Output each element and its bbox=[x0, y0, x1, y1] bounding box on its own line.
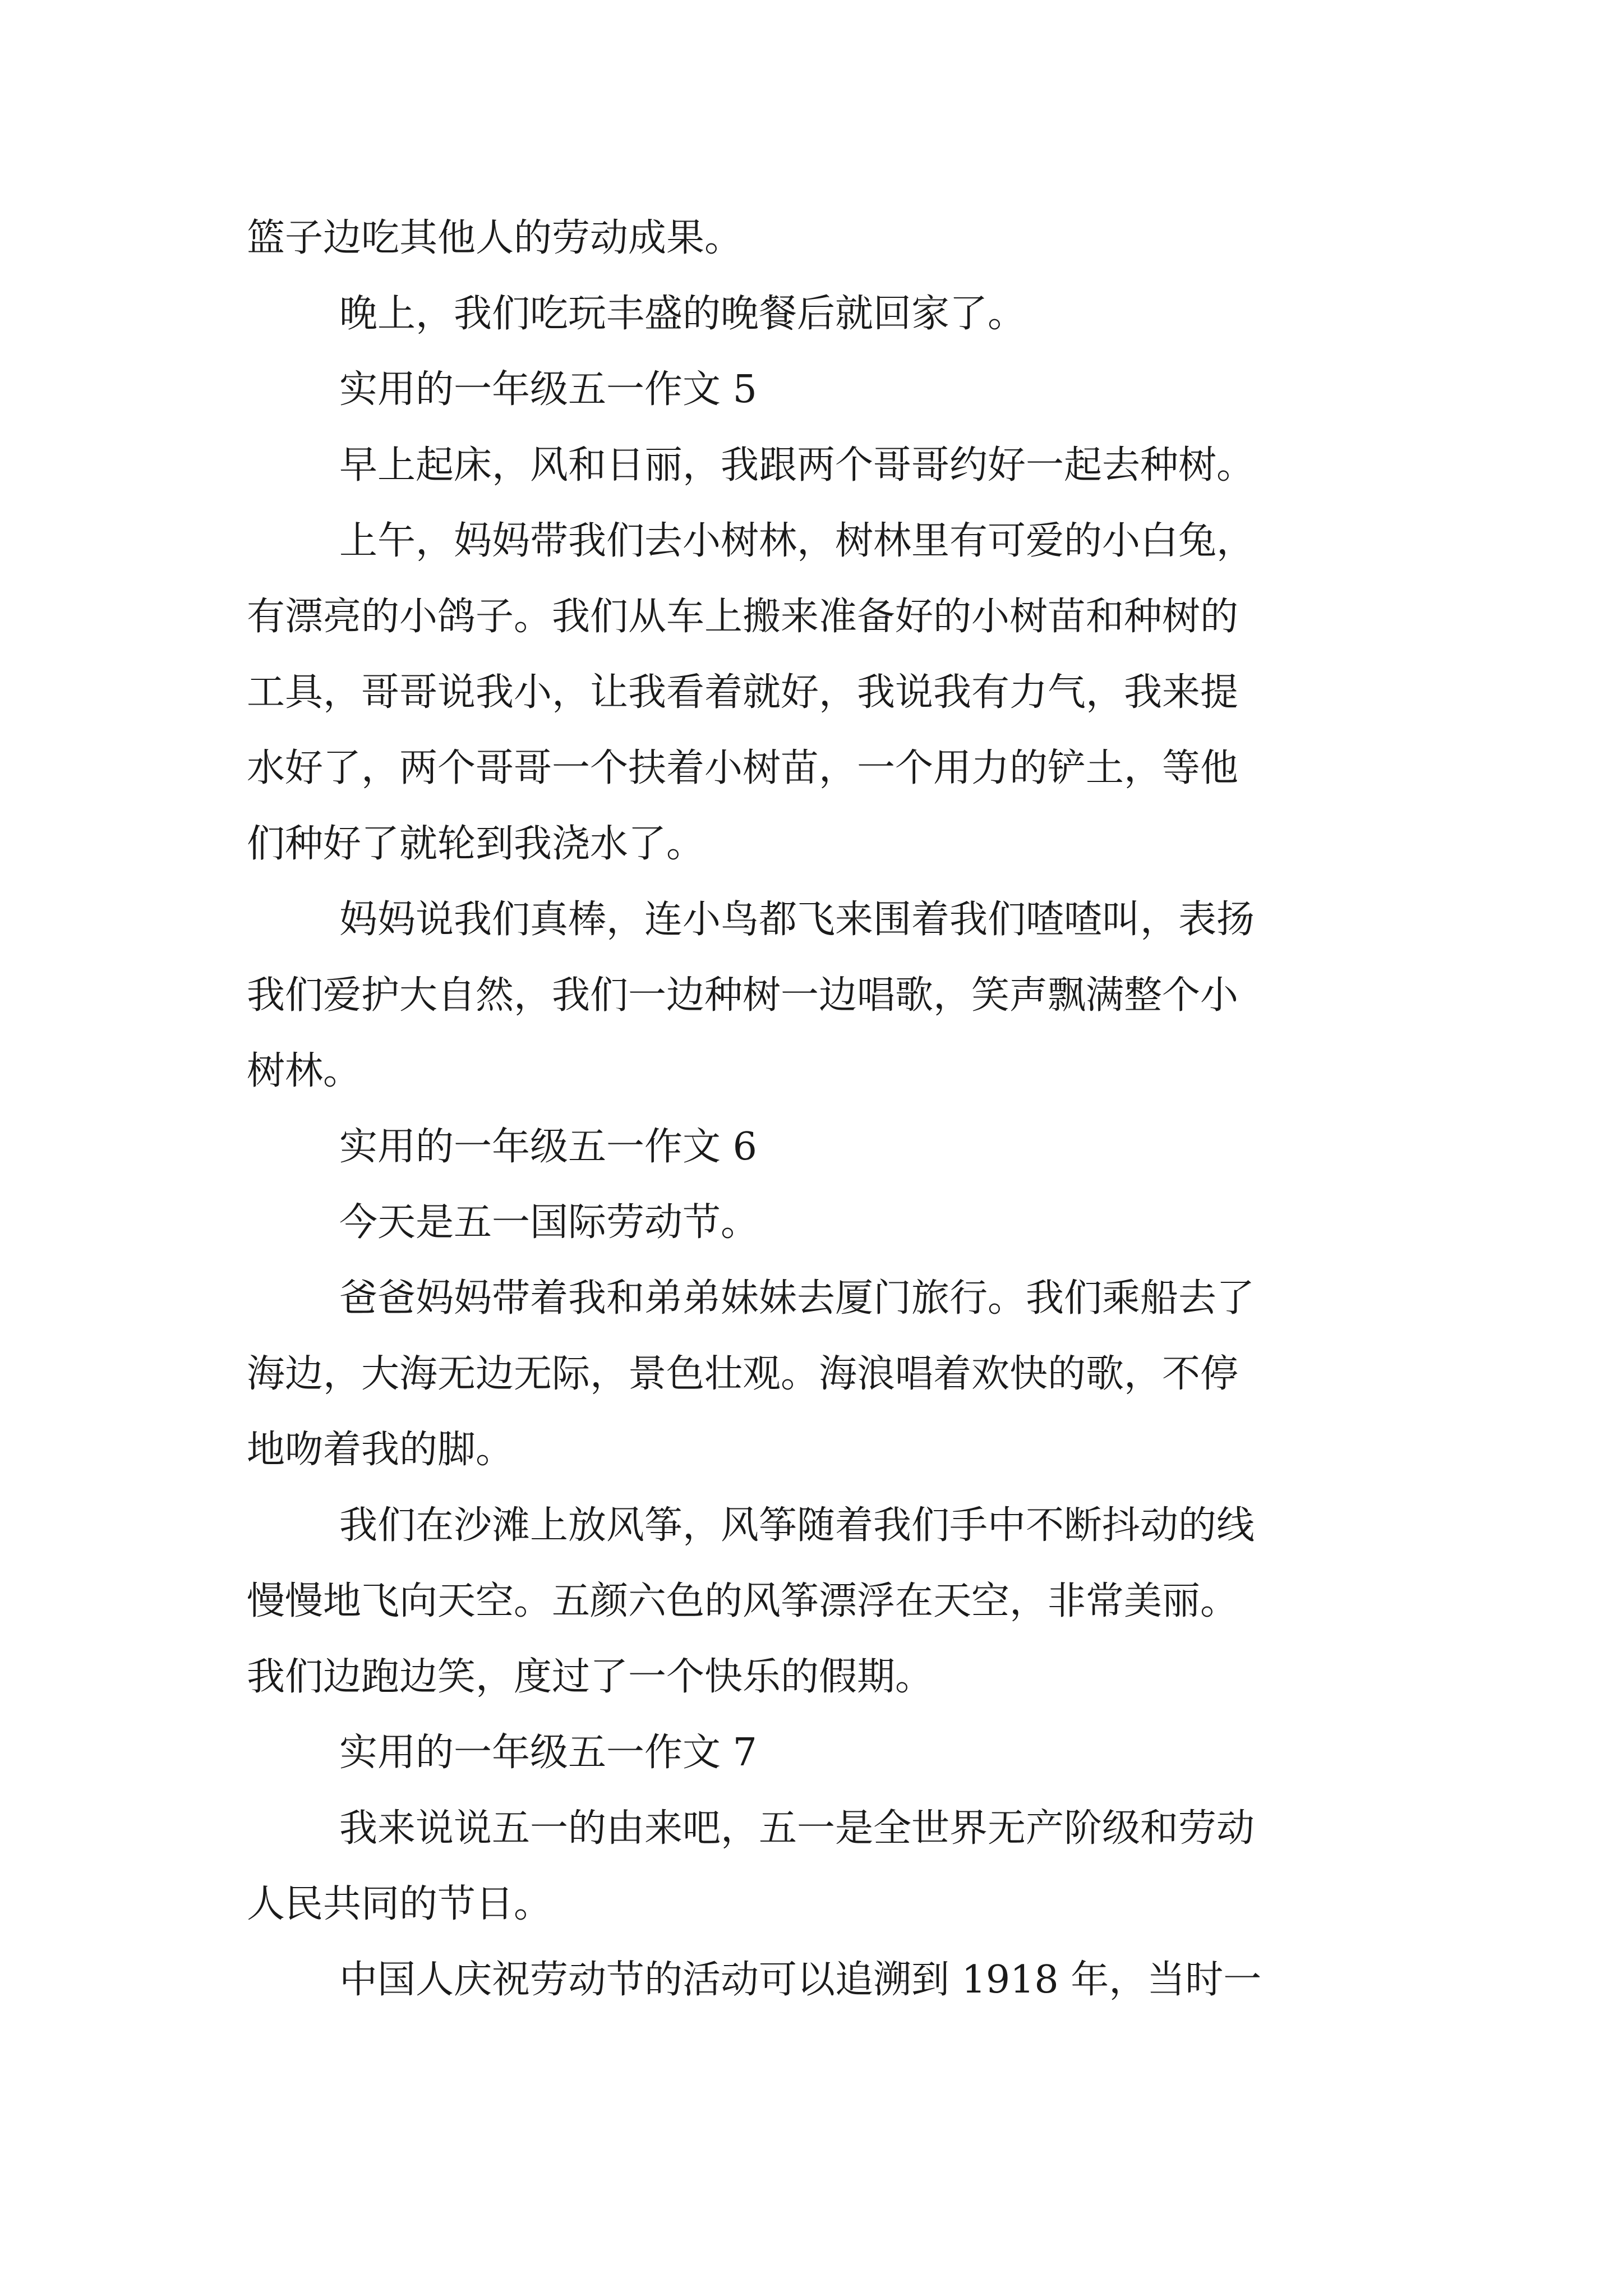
paragraph-line: 妈妈说我们真棒，连小鸟都飞来围着我们喳喳叫，表扬 bbox=[339, 898, 1255, 942]
paragraph-line: 工具，哥哥说我小，让我看着就好，我说我有力气，我来提 bbox=[247, 670, 1239, 715]
paragraph-line: 水好了，两个哥哥一个扶着小树苗，一个用力的铲土，等他 bbox=[247, 746, 1239, 790]
paragraph-line: 我们爱护大自然，我们一边种树一边唱歌，笑声飘满整个小 bbox=[247, 973, 1239, 1018]
paragraph-line: 上午，妈妈带我们去小树林，树林里有可爱的小白兔， bbox=[339, 519, 1255, 563]
paragraph-line: 今天是五一国际劳动节。 bbox=[339, 1200, 759, 1245]
paragraph-line: 海边，大海无边无际，景色壮观。海浪唱着欢快的歌，不停 bbox=[247, 1352, 1239, 1396]
paragraph-line: 树林。 bbox=[247, 1049, 362, 1093]
section-heading: 实用的一年级五一作文 5 bbox=[339, 367, 757, 412]
paragraph-line: 慢慢地飞向天空。五颜六色的风筝漂浮在天空，非常美丽。 bbox=[247, 1579, 1239, 1623]
paragraph-line: 我们边跑边笑，度过了一个快乐的假期。 bbox=[247, 1655, 934, 1699]
section-heading: 实用的一年级五一作文 7 bbox=[339, 1731, 757, 1775]
section-heading: 实用的一年级五一作文 6 bbox=[339, 1125, 757, 1169]
paragraph-line: 人民共同的节日。 bbox=[247, 1882, 552, 1926]
paragraph-line: 我们在沙滩上放风筝，风筝随着我们手中不断抖动的线 bbox=[339, 1503, 1255, 1548]
paragraph-line: 中国人庆祝劳动节的活动可以追溯到 1918 年，当时一 bbox=[339, 1958, 1262, 2002]
paragraph-line: 有漂亮的小鸽子。我们从车上搬来准备好的小树苗和种树的 bbox=[247, 595, 1239, 639]
paragraph-line: 篮子边吃其他人的劳动成果。 bbox=[247, 216, 743, 260]
paragraph-line: 地吻着我的脚。 bbox=[247, 1428, 514, 1472]
paragraph-line: 晚上，我们吃玩丰盛的晚餐后就回家了。 bbox=[339, 292, 1026, 336]
paragraph-line: 爸爸妈妈带着我和弟弟妹妹去厦门旅行。我们乘船去了 bbox=[339, 1276, 1255, 1320]
paragraph-line: 们种好了就轮到我浇水了。 bbox=[247, 822, 705, 866]
paragraph-line: 我来说说五一的由来吧，五一是全世界无产阶级和劳动 bbox=[339, 1806, 1255, 1851]
paragraph-line: 早上起床，风和日丽，我跟两个哥哥约好一起去种树。 bbox=[339, 443, 1255, 487]
